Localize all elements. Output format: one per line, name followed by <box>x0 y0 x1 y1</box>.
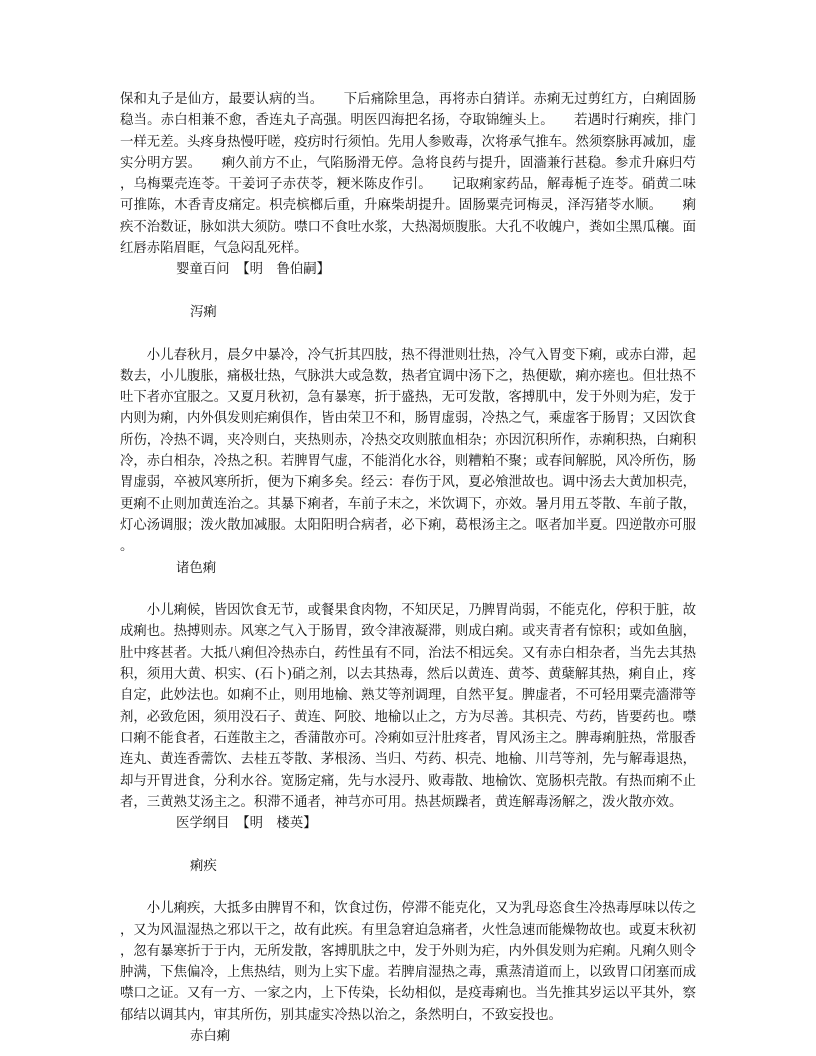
source-citation: 医学纲目 【明 楼英】 <box>176 816 317 832</box>
spacer <box>120 579 696 600</box>
section-heading: 赤白痢 <box>190 1029 231 1045</box>
spacer <box>120 877 696 898</box>
spacer <box>120 323 696 344</box>
body-paragraph: 小儿痢疾，大抵多由脾胃不和，饮食过伤，停滞不能克化，又为乳母恣食生冷热毒厚味以传之，又为风温湿热之邪以干之，故有此疾。有里急窘迫急痛者，火性急速而能燥物故也。或夏末秋初，忽有暴寒折于于内，无所发散，客搏肌肤之中，发于外则为疟，内外俱发则为疟痢。凡痢久则令肿满，下焦偏冷，上焦热结，则为上实下虚。若脾肩湿热之毒，熏蒸清道而上，以致胃口闭塞而成噤口之证。又有一方、一家之内，上下传染，长幼相似，是疫毒痢也。当先推其岁运以平其外，察郁结以调其内，审其所伤，别其虚实冷热以治之，条然明白，不致妄投也。 <box>120 901 696 1023</box>
intro-paragraph: 保和丸子是仙方，最要认病的当。 下后痛除里急，再将赤白猜详。赤痢无过剪红方，白痢固肠稳当。赤白相兼不愈，香连丸子高强。明医四海把名扬，夺取锦缠头上。 若遇时行痢疾，排门一样无差。头疼身热慢吁嗟，疫疠时行须怕。先用人参败毒，次将承气推车。然须察脉再减加，虚实分明方罢。 痢久前方不止，气陷肠滑无停。急将良药与提升，固濇兼行甚稳。参朮升麻归芍，乌梅粟壳连苓。干姜诃子赤茯苓，粳米陈皮作引。 记取痢家药品，解毒栀子连苓。硝黄二味可推陈，木香青皮痛定。枳壳槟榔后重，升麻柴胡提升。固肠粟壳诃梅灵，泽泻猪苓水顺。 痢疾不治数证，脉如洪大须防。噤口不食吐水浆，大热渴烦腹胀。大孔不收魄户，粪如尘黑瓜穰。面红唇赤陷眉眶，气急闷乱死样。 <box>120 92 696 257</box>
section-heading: 痢疾 <box>190 858 217 874</box>
body-paragraph: 小儿春秋月，晨夕中暴冷，冷气折其四肢，热不得泄则壮热，冷气入胃变下痢，或赤白滞，起数去，小儿腹胀，痛极壮热，气脉洪大或急数，热者宜调中汤下之，热便歇，痢亦瘥也。但壮热不吐下者亦宜服之。又夏月秋初，急有暴寒，折于盛热，无可发散，客搏肌中，发于外则为疟，发于内则为痢，内外俱发则疟痢俱作，皆由荣卫不和，肠胃虚弱，冷热之气，乘虚客于肠胃；又因饮食所伤，冷热不调，夹冷则白，夹热则赤，冷热交攻则脓血相杂；亦因沉积所作，赤痢积热，白痢积冷，赤白相杂，冷热之积。若脾胃气虚，不能消化水谷，则糟粕不聚；或春间解脱，风冷所伤，肠胃虚弱，卒被风寒所折，便为下痢多矣。经云：春伤于风，夏必飧泄故也。调中汤去大黄加枳壳，更痢不止则加黄连治之。其暴下痢者，车前子末之，米饮调下，亦效。暑月用五苓散、车前子散，灯心汤调服；泼火散加减服。太阳阳明合病者，必下痢，葛根汤主之。呕者加半夏。四逆散亦可服。 <box>120 347 696 555</box>
body-paragraph: 小儿痢候，皆因饮食无节，或餐果食肉物，不知厌足，乃脾胃尚弱，不能克化，停积于脏，故成痢也。热搏则赤。风寒之气入于肠胃，致令津液凝滞，则成白痢。或夹青者有惊积；或如鱼脑，肚中疼甚者。大抵八痢但冷热赤白，药性虽有不同，治法不相远矣。又有赤白相杂者，当先去其热积，须用大黄、枳实、(石卜)硝之剂，以去其热毒，然后以黄连、黄芩、黄蘖解其热，痢自止，疼自定，此妙法也。如痢不止，则用地榆、熟艾等剂调理，自然平复。脾虚者，不可轻用粟壳濇滞等剂，必致危困，须用没石子、黄连、阿胶、地榆以止之，方为尽善。其枳壳、芍药，皆要药也。噤口痢不能食者，石莲散主之，香蒲散亦可。冷痢如豆汁肚疼者，胃风汤主之。脾毒痢脏热，常服香连丸、黄连香薷饮、去桂五苓散、茅根汤、当归、芍药、枳壳、地榆、川芎等剂，先与解毒退热，却与开胃进食，分利水谷。宽肠定痛，先与水浸丹、败毒散、地榆饮、宽肠枳壳散。有热而痢不止者，三黄熟艾汤主之。积滞不通者，神芎亦可用。热甚烦躁者，黄连解毒汤解之，泼火散亦效。 <box>120 603 696 810</box>
spacer <box>120 281 696 302</box>
section-heading: 泻痢 <box>190 304 217 320</box>
source-citation: 婴童百问 【明 鲁伯嗣】 <box>176 262 330 278</box>
spacer <box>120 834 696 855</box>
document-page <box>120 89 696 1047</box>
section-heading: 诸色痢 <box>176 560 217 576</box>
